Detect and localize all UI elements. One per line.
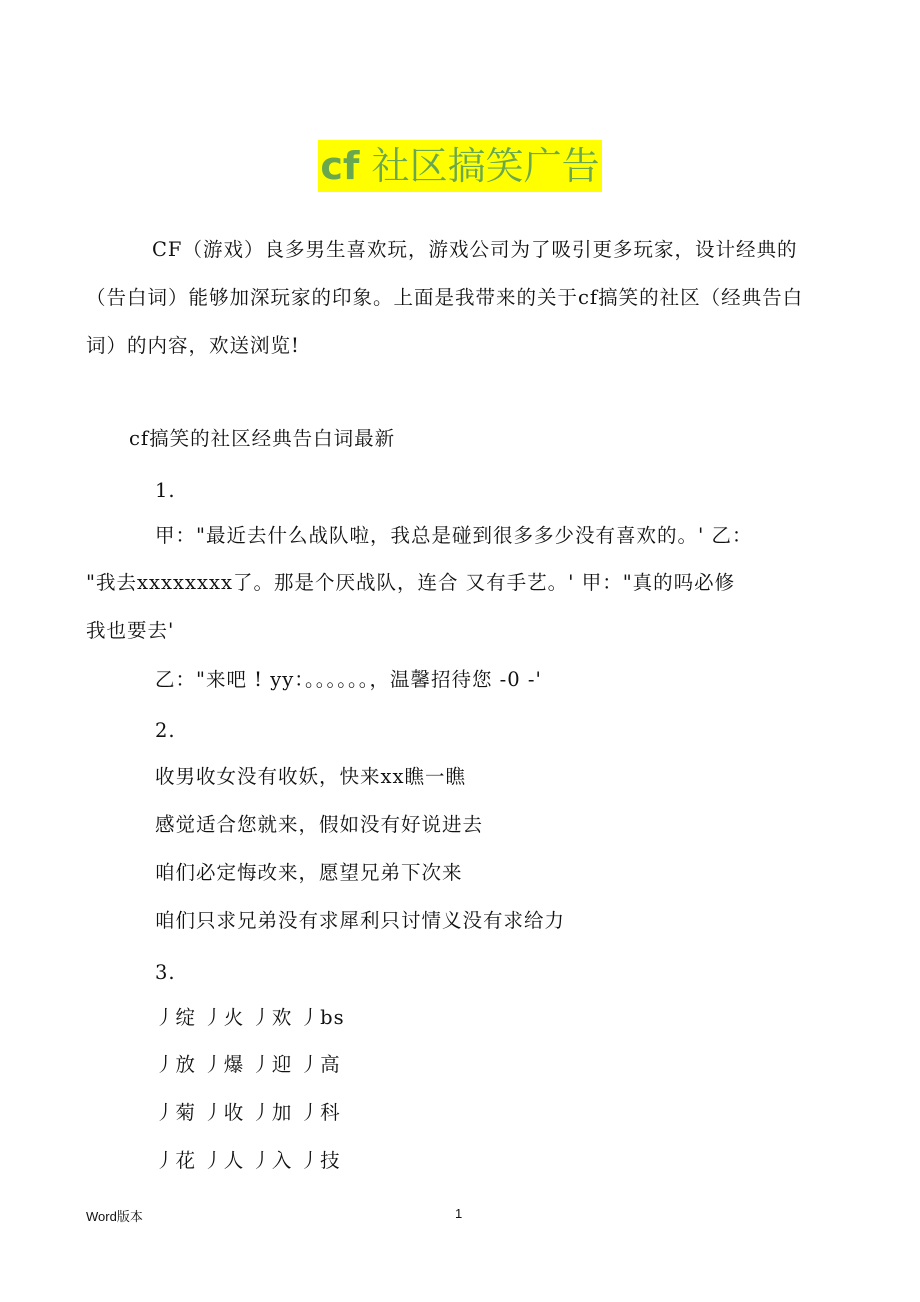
section-heading: cf搞笑的社区经典告白词最新 <box>129 427 396 450</box>
text-line: 咱们只求兄弟没有求犀利只讨情义没有求给力 <box>155 909 566 932</box>
dialogue-line: 我也要去' <box>86 619 175 642</box>
item-number: 2. <box>155 719 176 742</box>
page-title-cjk: 社区搞笑广告 <box>371 144 600 188</box>
text-line: 丿花 丿人 丿入 丿技 <box>155 1149 341 1172</box>
footer-label: Word版本 <box>86 1209 143 1224</box>
dialogue-line: 乙："来吧 ! yy：。。。。。。，温馨招待您 -0 -' <box>155 668 542 691</box>
title-container <box>0 140 920 192</box>
item-number: 3. <box>155 961 176 984</box>
text-line: 丿绽 丿火 丿欢 丿bs <box>155 1006 345 1029</box>
text-line: 咱们必定悔改来，愿望兄弟下次来 <box>155 861 463 884</box>
dialogue-line: "我去xxxxxxxx了。那是个厌战队，连合 又有手艺。' 甲："真的吗必修 <box>86 571 736 594</box>
text-line: 丿菊 丿收 丿加 丿科 <box>155 1101 341 1124</box>
item-number: 1. <box>155 479 176 502</box>
text-line: 丿放 丿爆 丿迎 丿高 <box>155 1053 341 1076</box>
page-title-latin: cf <box>320 144 360 188</box>
page-number: 1 <box>455 1206 463 1221</box>
page-title <box>318 140 601 192</box>
text-line: 收男收女没有收妖，快来xx瞧一瞧 <box>155 765 466 788</box>
text-line: 感觉适合您就来，假如没有好说进去 <box>155 813 484 836</box>
intro-paragraph: CF（游戏）良多男生喜欢玩，游戏公司为了吸引更多玩家，设计经典的（告白词）能够加深玩家的印象。上面是我带来的关于cf搞笑的社区（经典告白词）的内容，欢送浏览! <box>86 238 804 357</box>
dialogue-line: 甲："最近去什么战队啦，我总是碰到很多多少没有喜欢的。' 乙： <box>155 524 753 547</box>
